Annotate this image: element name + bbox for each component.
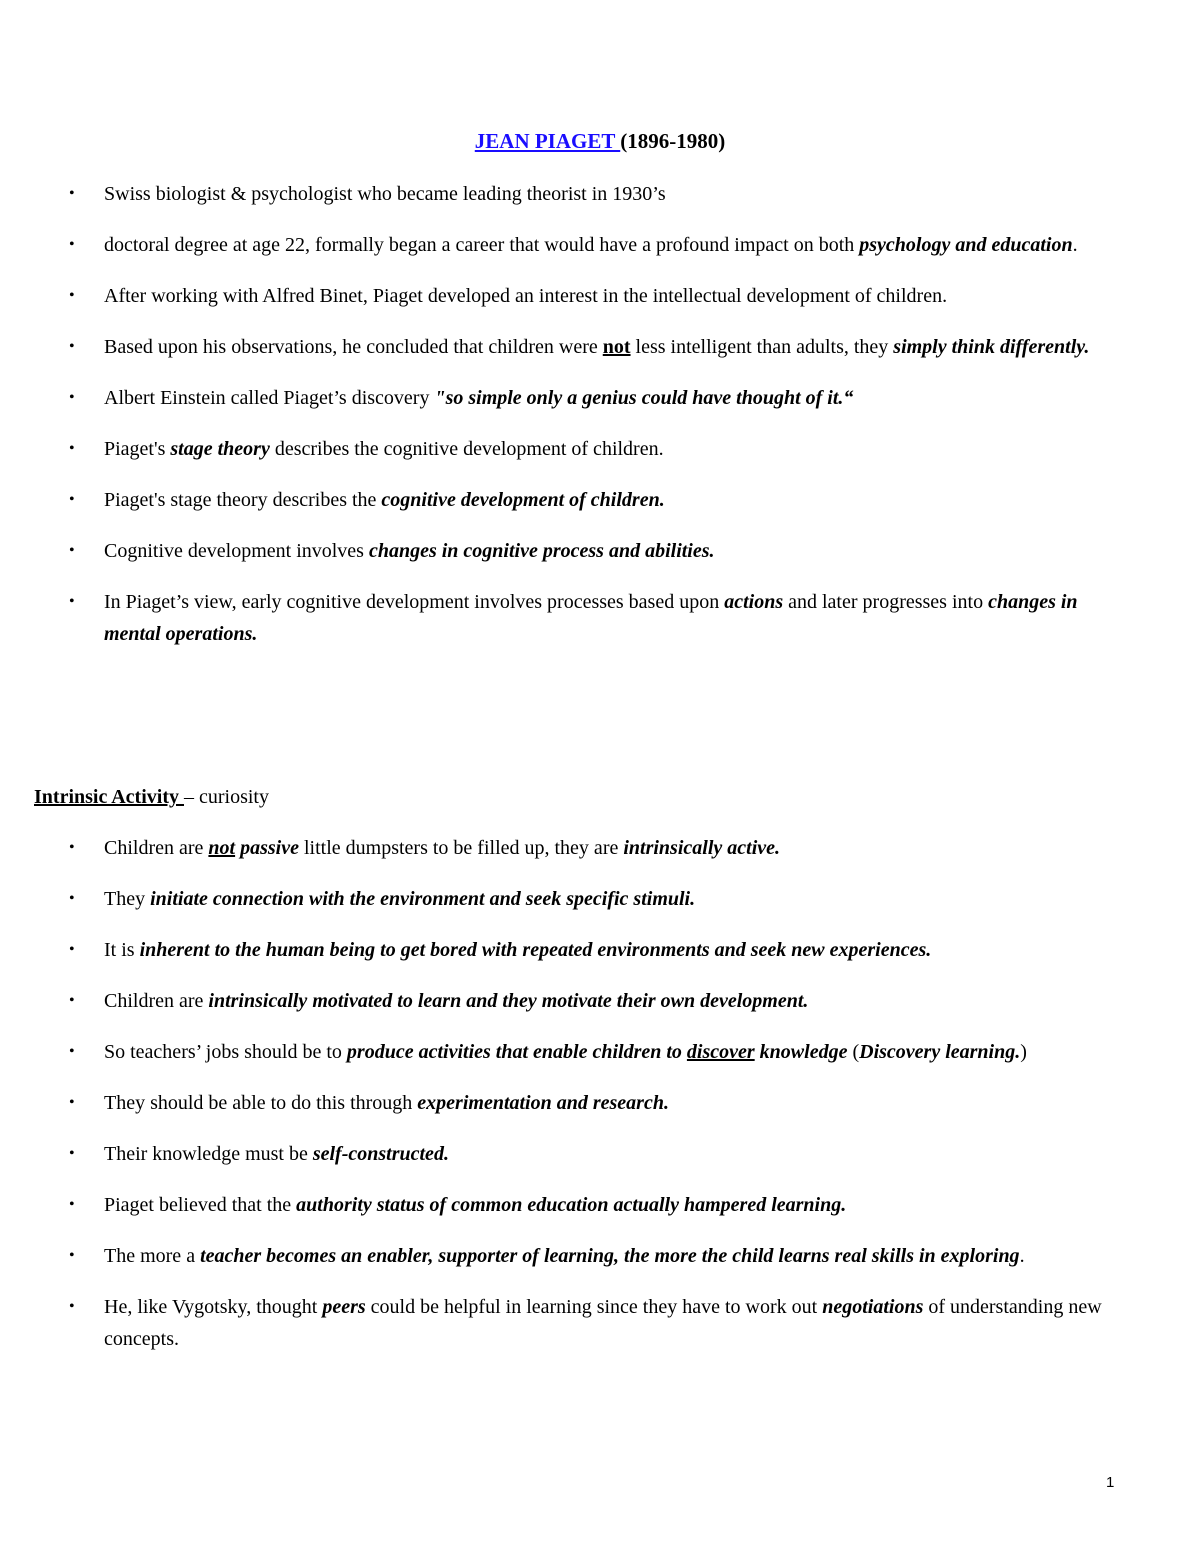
list-item [0, 586, 1200, 650]
list-item-text: ( [847, 1041, 860, 1063]
list-item-text: They [104, 888, 151, 910]
list-item-text: They should be able to do this through [104, 1092, 418, 1114]
bullet-list-intro [0, 178, 1200, 669]
emphasis-text: discover [686, 1041, 755, 1063]
emphasis-text: not [208, 837, 236, 859]
title-dates: (1896-1980) [620, 129, 726, 153]
section-heading-label: Intrinsic Activity [34, 786, 184, 808]
emphasis-text: changes in cognitive process and abilities. [368, 540, 715, 562]
list-item-text: The more a [104, 1245, 201, 1267]
emphasis-text: authority status of common education actually hampered learning. [296, 1194, 847, 1216]
emphasis-text: teacher becomes an enabler, supporter of learning, the more the child learns real skills in exploring [200, 1245, 1020, 1267]
list-item [0, 535, 1200, 567]
list-item-text: Children are [104, 837, 209, 859]
list-item-text: . [1072, 234, 1078, 256]
emphasis-text: intrinsically active. [623, 837, 781, 859]
list-item [0, 1291, 1200, 1355]
list-item-text: less intelligent than adults, they [630, 336, 894, 358]
emphasis-text: Discovery learning. [859, 1041, 1021, 1063]
list-item [0, 1189, 1200, 1221]
list-item-text: little dumpsters to be filled up, they are [298, 837, 624, 859]
list-item-text: Swiss biologist & psychologist who became leading theorist in 1930’s [104, 183, 666, 205]
list-item-text: and later progresses into [783, 591, 989, 613]
list-item-text: It is [104, 939, 140, 961]
list-item [0, 280, 1200, 312]
bullet-list-intrinsic-activity [0, 832, 1200, 1374]
list-item [0, 433, 1200, 465]
emphasis-text: self-constructed. [312, 1143, 449, 1165]
list-item [0, 1240, 1200, 1272]
list-item [0, 229, 1200, 261]
list-item-text: Albert Einstein called Piaget’s discovery [104, 387, 435, 409]
emphasis-text: not [602, 336, 631, 358]
list-item-text: Piaget's [104, 438, 171, 460]
page-number: 1 [1106, 1474, 1115, 1491]
page-title [0, 126, 1200, 156]
list-item [0, 178, 1200, 210]
list-item-text: Cognitive development involves [104, 540, 369, 562]
list-item [0, 1036, 1200, 1068]
list-item-text: doctoral degree at age 22, formally began a career that would have a profound impact on both [104, 234, 860, 256]
emphasis-text: initiate connection with the environment and seek specific stimuli. [150, 888, 696, 910]
emphasis-text: negotiations [822, 1296, 924, 1318]
emphasis-text: cognitive development of children. [381, 489, 665, 511]
emphasis-text: peers [322, 1296, 366, 1318]
list-item-text: Piaget's stage theory describes the [104, 489, 382, 511]
list-item-text: After working with Alfred Binet, Piaget developed an interest in the intellectual development of children. [104, 285, 948, 307]
section-heading-suffix: – curiosity [184, 786, 269, 808]
list-item-text: He, like Vygotsky, thought [104, 1296, 323, 1318]
list-item-text: of understanding new concepts. [104, 1296, 1102, 1350]
emphasis-text: passive [235, 837, 299, 859]
list-item [0, 331, 1200, 363]
list-item-text: Children are [104, 990, 209, 1012]
list-item [0, 382, 1200, 414]
list-item-text: Their knowledge must be [104, 1143, 313, 1165]
emphasis-text: stage theory [170, 438, 270, 460]
list-item-text: So teachers’ jobs should be to [104, 1041, 347, 1063]
emphasis-text: experimentation and research. [417, 1092, 669, 1114]
list-item [0, 985, 1200, 1017]
list-item [0, 1087, 1200, 1119]
emphasis-text: actions [724, 591, 784, 613]
section-heading [34, 781, 269, 813]
title-link[interactable]: JEAN PIAGET [474, 129, 621, 153]
emphasis-text: inherent to the human being to get bored with repeated environments and seek new experiences. [139, 939, 932, 961]
list-item-text: could be helpful in learning since they have to work out [365, 1296, 823, 1318]
emphasis-text: changes in mental operations. [104, 591, 1078, 645]
list-item-text: . [1019, 1245, 1025, 1267]
emphasis-text: knowledge [754, 1041, 848, 1063]
emphasis-text: "so simple only a genius could have thought of it.“ [434, 387, 854, 409]
list-item-text: describes the cognitive development of children. [269, 438, 664, 460]
list-item [0, 484, 1200, 516]
list-item [0, 883, 1200, 915]
emphasis-text: produce activities that enable children to [346, 1041, 687, 1063]
list-item [0, 934, 1200, 966]
list-item-text: ) [1020, 1041, 1027, 1063]
list-item-text: Based upon his observations, he concluded that children were [104, 336, 603, 358]
list-item [0, 1138, 1200, 1170]
emphasis-text: psychology and education [859, 234, 1073, 256]
list-item-text: In Piaget’s view, early cognitive development involves processes based upon [104, 591, 725, 613]
list-item [0, 832, 1200, 864]
emphasis-text: simply think differently. [893, 336, 1090, 358]
emphasis-text: intrinsically motivated to learn and they motivate their own development. [208, 990, 809, 1012]
list-item-text: Piaget believed that the [104, 1194, 297, 1216]
